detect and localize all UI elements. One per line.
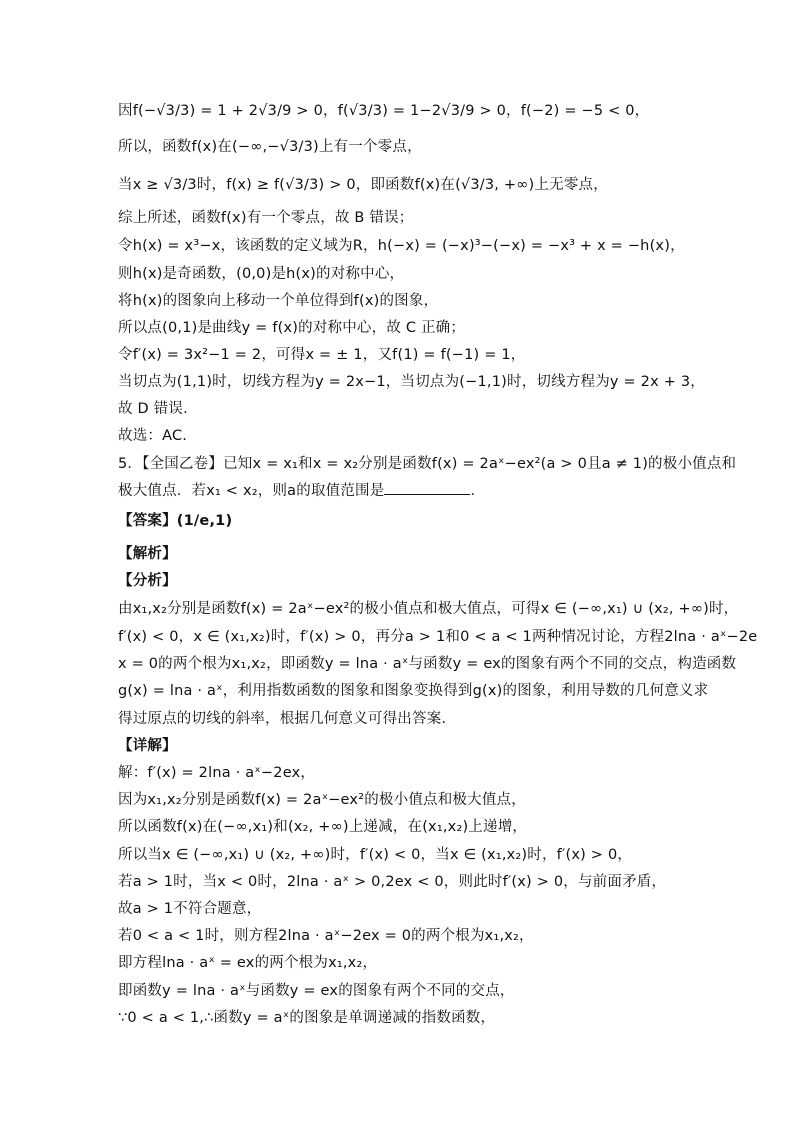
solution-line: 令f′(x) = 3x²−1 = 2，可得x = ± 1，又f(1) = f(−1) = 1， <box>118 347 526 363</box>
analysis-heading: 【解析】 <box>118 546 177 562</box>
solution-line: 故选：AC. <box>118 428 188 444</box>
detail-line: 故a > 1不符合题意， <box>118 901 262 917</box>
solution-line: 因f(−√3/3) = 1 + 2√3/9 > 0，f(√3/3) = 1−2√3/9 > 0，f(−2) = −5 < 0， <box>118 103 650 119</box>
detail-line: 若0 < a < 1时，则方程2lna · aˣ−2ex = 0的两个根为x₁,x₂， <box>118 928 534 944</box>
solution-line: 所以，函数f(x)在(−∞,−√3/3)上有一个零点， <box>118 139 422 155</box>
answer-blank <box>384 482 470 495</box>
question-end: ． <box>470 483 486 499</box>
analysis-line: x = 0的两个根为x₁,x₂，即函数y = lna · aˣ与函数y = ex的图象有两个不同的交点，构造函数 <box>118 656 737 672</box>
detail-line: 所以函数f(x)在(−∞,x₁)和(x₂, +∞)上递减，在(x₁,x₂)上递增， <box>118 819 528 835</box>
solution-line: 所以点(0,1)是曲线y = f(x)的对称中心，故 C 正确； <box>118 320 466 336</box>
analysis-subheading: 【分析】 <box>118 573 177 589</box>
detail-line: 若a > 1时，当x < 0时，2lna · aˣ > 0,2ex < 0，则此时f′(x) > 0，与前面矛盾， <box>118 874 667 890</box>
question-5-line: 5．【全国乙卷】已知x = x₁和x = x₂分别是函数f(x) = 2aˣ−ex²(a > 0且a ≠ 1)的极小值点和 <box>118 456 737 472</box>
solution-line: 当切点为(1,1)时，切线方程为y = 2x−1，当切点为(−1,1)时，切线方程为y = 2x + 3， <box>118 374 705 390</box>
answer-line: 【答案】(1/e,1) <box>118 513 233 529</box>
analysis-line: g(x) = lna · aˣ，利用指数函数的图象和图象变换得到g(x)的图象，利用导数的几何意义求 <box>118 683 709 699</box>
solution-line: 当x ≥ √3/3时，f(x) ≥ f(√3/3) > 0，即函数f(x)在(√3/3, +∞)上无零点， <box>118 177 608 193</box>
solution-line: 综上所述，函数f(x)有一个零点，故 B 错误； <box>118 210 414 226</box>
detail-line: ∵0 < a < 1,∴函数y = aˣ的图象是单调递减的指数函数， <box>118 1010 496 1026</box>
question-text: 极大值点．若x₁ < x₂，则a的取值范围是 <box>118 483 385 499</box>
analysis-line: 由x₁,x₂分别是函数f(x) = 2aˣ−ex²的极小值点和极大值点，可得x ∈ (−∞,x₁) ∪ (x₂, +∞)时， <box>118 601 739 617</box>
detail-line: 因为x₁,x₂分别是函数f(x) = 2aˣ−ex²的极小值点和极大值点， <box>118 792 526 808</box>
detail-line: 所以当x ∈ (−∞,x₁) ∪ (x₂, +∞)时，f′(x) < 0，当x ∈ (x₁,x₂)时，f′(x) > 0， <box>118 847 633 863</box>
solution-line: 故 D 错误. <box>118 401 188 417</box>
solution-line: 将h(x)的图象向上移动一个单位得到f(x)的图象， <box>118 293 439 309</box>
question-5-line-2 <box>118 481 485 501</box>
detail-line: 即函数y = lna · aˣ与函数y = ex的图象有两个不同的交点， <box>118 983 515 999</box>
detail-line: 解：f′(x) = 2lna · aˣ−2ex， <box>118 765 316 781</box>
solution-line: 令h(x) = x³−x，该函数的定义域为R，h(−x) = (−x)³−(−x) = −x³ + x = −h(x)， <box>118 238 685 254</box>
analysis-line: 得过原点的切线的斜率，根据几何意义可得出答案. <box>118 711 447 727</box>
solution-line: 则h(x)是奇函数，(0,0)是h(x)的对称中心， <box>118 266 405 282</box>
detail-heading: 【详解】 <box>118 738 177 754</box>
detail-line: 即方程lna · aˣ = ex的两个根为x₁,x₂， <box>118 955 378 971</box>
analysis-line: f′(x) < 0，x ∈ (x₁,x₂)时，f′(x) > 0，再分a > 1和0 < a < 1两种情况讨论，方程2lna · aˣ−2e <box>118 629 758 645</box>
